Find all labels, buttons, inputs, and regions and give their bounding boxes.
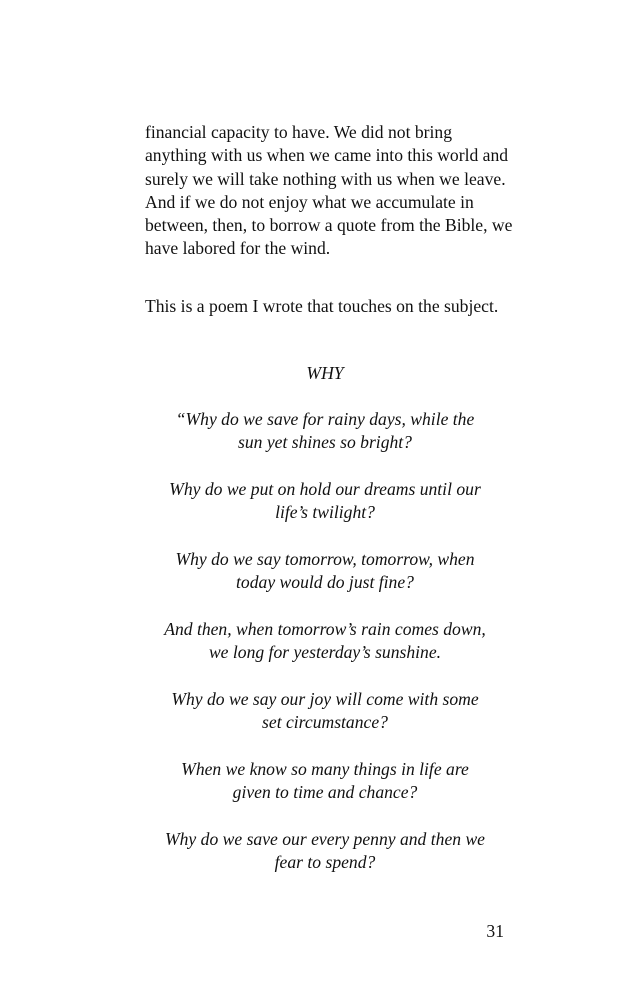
poem-stanza-1 [140, 408, 510, 455]
poem-line: we long for yesterday’s sunshine. [208, 642, 442, 663]
poem-line: Why do we save our every penny and then we [164, 829, 485, 849]
poem-stanza-4 [140, 618, 510, 665]
poem-line: fear to spend? [274, 852, 376, 873]
poem-line: given to time and chance? [232, 782, 418, 803]
poem-line: Why do we say tomorrow, tomorrow, when [175, 549, 475, 569]
poem-line: today would do just fine? [236, 572, 414, 593]
poem-line: sun yet shines so bright? [238, 432, 412, 453]
poem-stanza-3 [140, 548, 510, 595]
poem-stanza-7 [140, 828, 510, 875]
body-paragraph-2: This is a poem I wrote that touches on the subject. [145, 296, 499, 316]
poem-title: WHY [306, 363, 344, 383]
poem-stanza-6 [140, 758, 510, 805]
poem-line: And then, when tomorrow’s rain comes down, [164, 619, 486, 639]
poem-line: “Why do we save for rainy days, while the [175, 409, 475, 429]
page-number: 31 [486, 921, 504, 941]
poem-line: Why do we say our joy will come with some [171, 689, 479, 709]
poem-line: set circumstance? [262, 712, 388, 733]
poem-stanza-2 [140, 478, 510, 525]
poem-line: Why do we put on hold our dreams until our [169, 479, 481, 499]
poem-line: When we know so many things in life are [181, 759, 469, 779]
body-paragraph-1: financial capacity to have. We did not bring anything with us when we came into this world and surely we will take nothing with us when we leave. And if we do not enjoy what we accumulate in between, then, to borrow a quote from the Bible, we have labored for the wind. [145, 122, 513, 259]
poem-stanza-5 [140, 688, 510, 735]
poem-line: life’s twilight? [275, 502, 375, 523]
